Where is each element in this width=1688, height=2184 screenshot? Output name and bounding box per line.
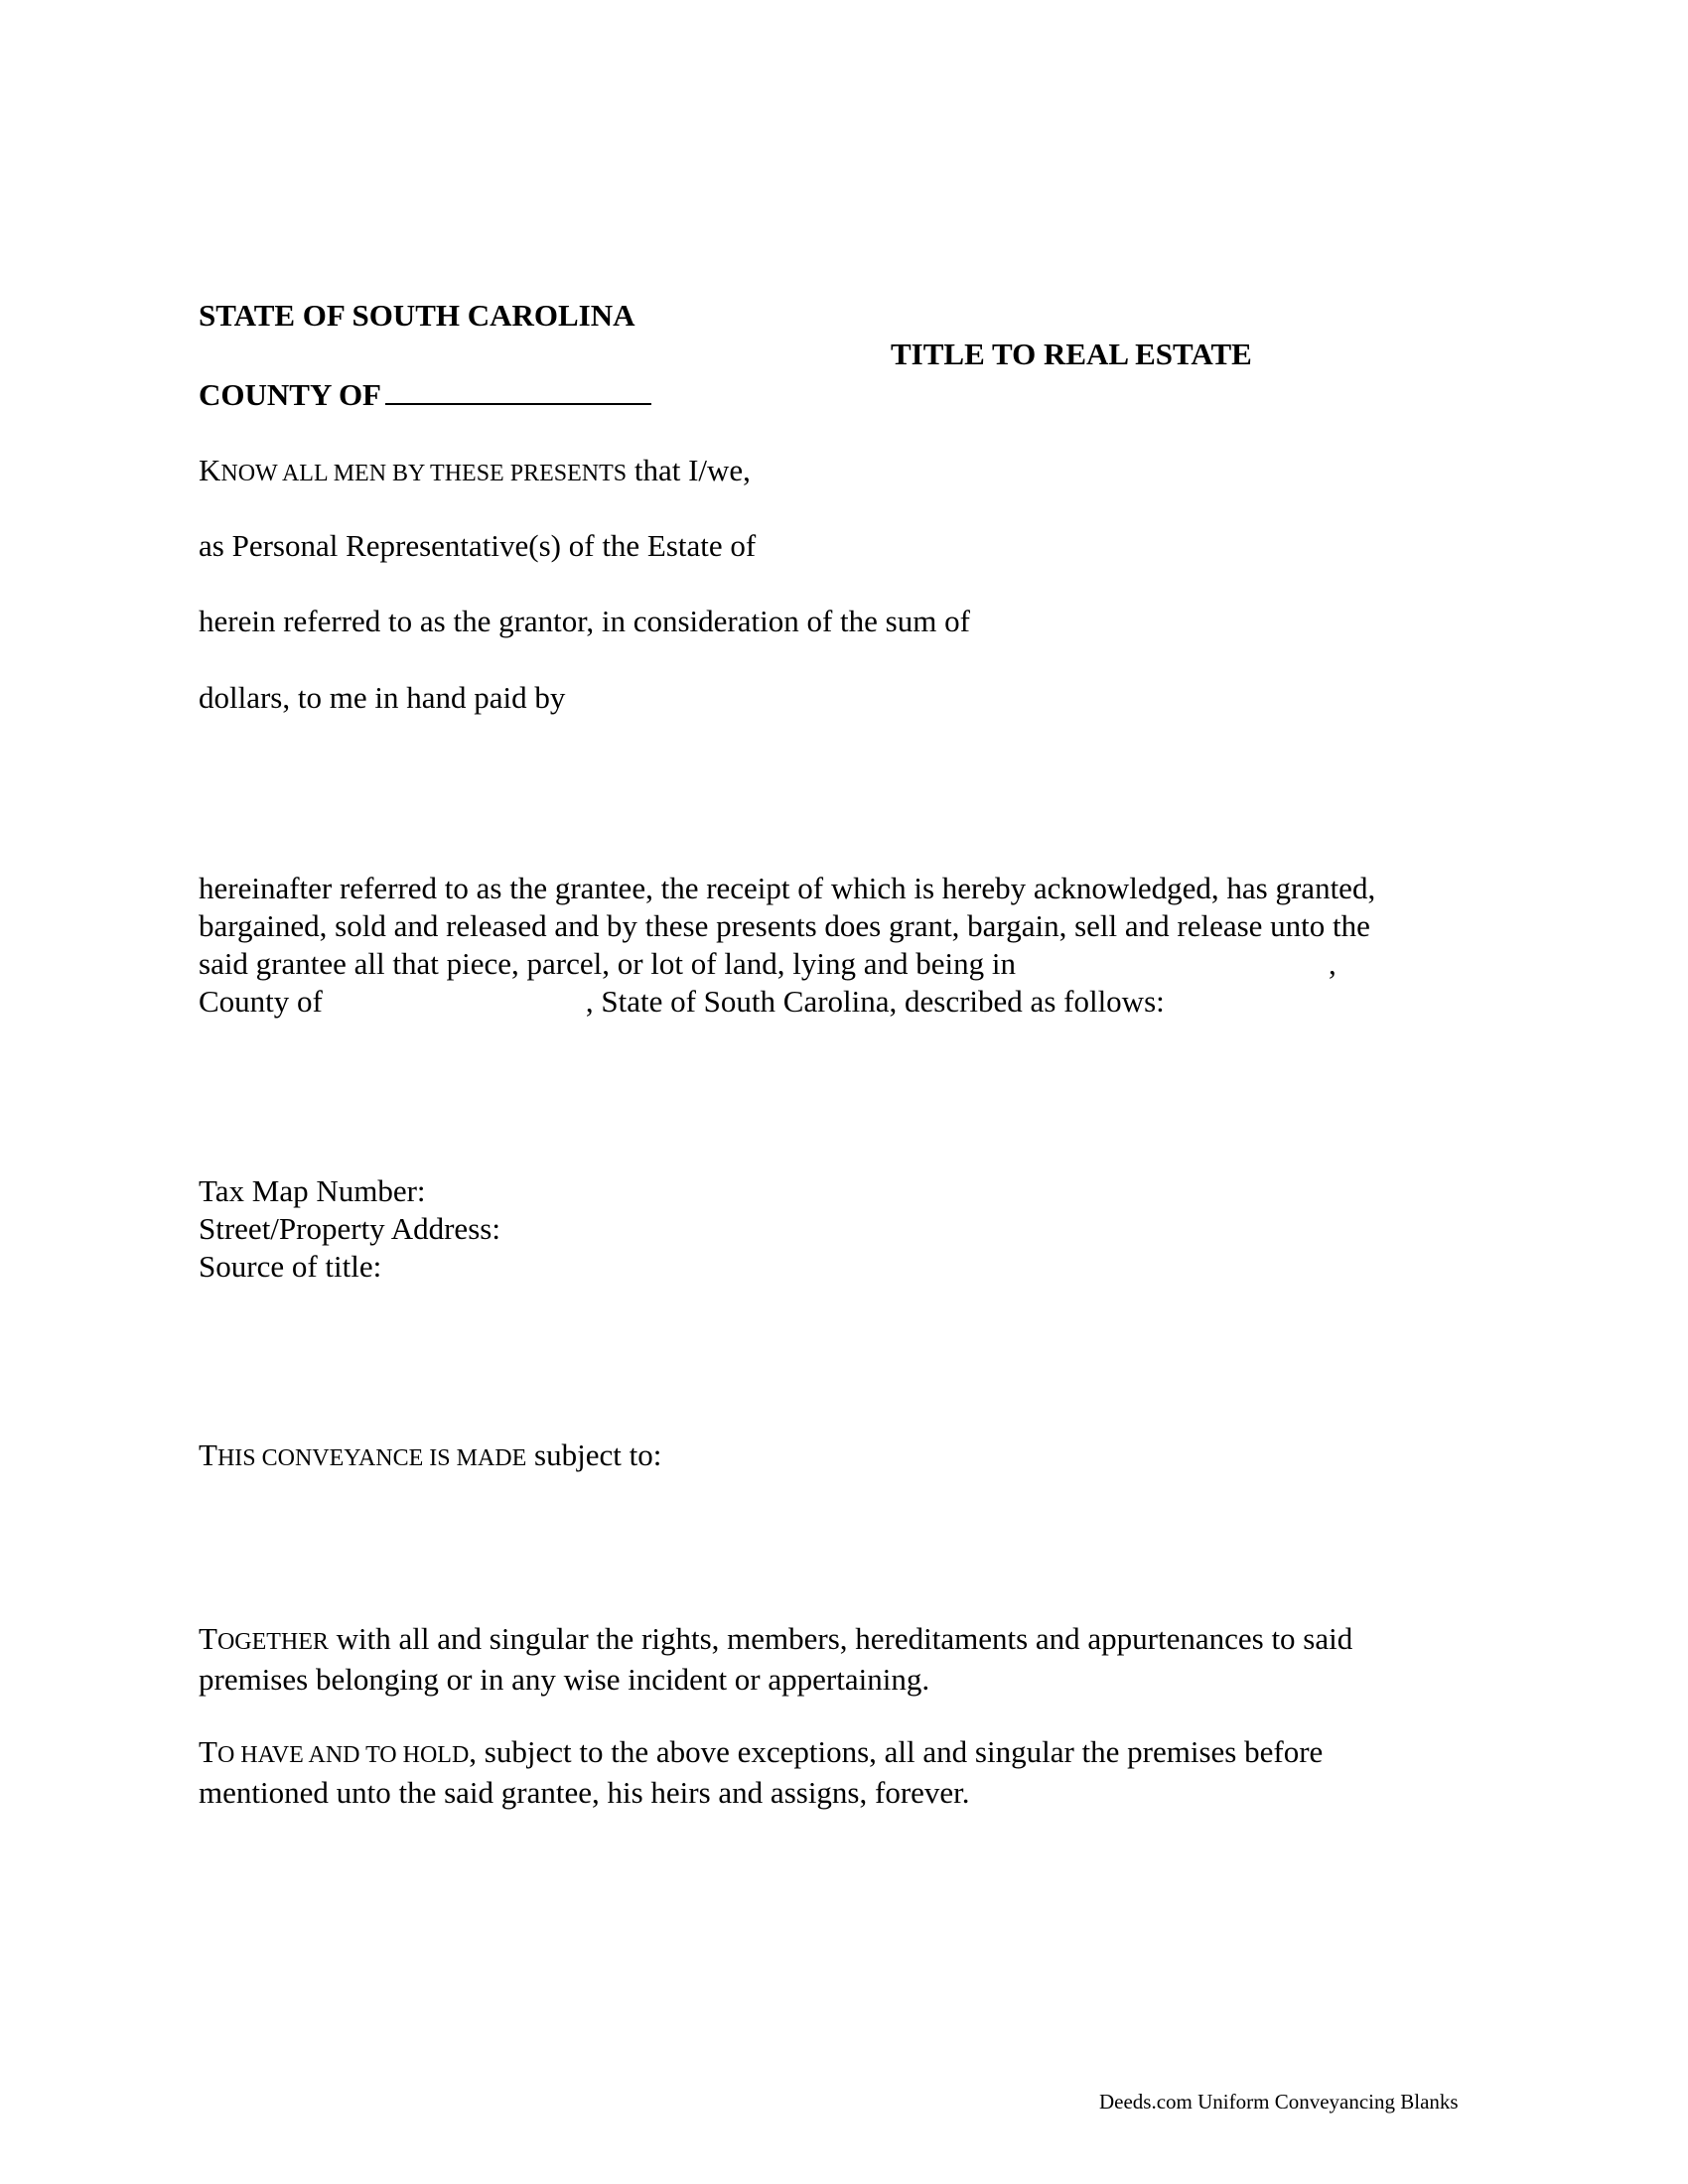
- together-line-2: premises belonging or in any wise incident or appertaining.: [199, 1662, 930, 1697]
- county-heading: [199, 377, 651, 410]
- intro-initial: K: [199, 453, 221, 487]
- source-of-title-label: Source of title:: [199, 1249, 382, 1284]
- property-info: [199, 1172, 500, 1286]
- grant-line-3-comma: ,: [1328, 946, 1336, 981]
- habendum-line-1-tail: , subject to the above exceptions, all and singular the premises before: [469, 1734, 1324, 1769]
- county-label: COUNTY OF: [199, 377, 381, 412]
- together-smallcaps: OGETHER: [216, 1629, 329, 1655]
- habendum-initial: T: [199, 1734, 217, 1769]
- footer-text: Deeds.com Uniform Conveyancing Blanks: [1099, 2090, 1459, 2114]
- grant-line-3: [199, 945, 1375, 983]
- habendum-smallcaps: O HAVE AND TO HOLD: [216, 1742, 470, 1768]
- grant-line-4-end: , State of South Carolina, described as follows:: [585, 984, 1165, 1019]
- grant-paragraph: [199, 870, 1375, 1021]
- grant-line-1: hereinafter referred to as the grantee, the receipt of which is hereby acknowledged, has granted,: [199, 871, 1376, 905]
- property-address-label: Street/Property Address:: [199, 1211, 500, 1246]
- grantor-line: herein referred to as the grantor, in consideration of the sum of: [199, 604, 970, 638]
- tax-map-label: Tax Map Number:: [199, 1173, 426, 1208]
- grant-line-4-start: County of: [199, 984, 323, 1019]
- habendum-line-1: [199, 1733, 1323, 1774]
- grant-line-2: bargained, sold and released and by these presents does grant, bargain, sell and release unto the: [199, 908, 1370, 943]
- grant-line-4: [199, 983, 1375, 1021]
- conveyance-tail: subject to:: [526, 1437, 662, 1472]
- conveyance-line: [199, 1439, 661, 1470]
- state-heading: STATE OF SOUTH CAROLINA: [199, 298, 635, 333]
- document-title: TITLE TO REAL ESTATE: [891, 337, 1252, 371]
- county-blank-line: [385, 377, 651, 405]
- grant-line-3-text: said grantee all that piece, parcel, or lot of land, lying and being in: [199, 946, 1016, 981]
- intro-line: [199, 455, 751, 485]
- conveyance-initial: T: [199, 1437, 217, 1472]
- dollars-line: dollars, to me in hand paid by: [199, 680, 566, 715]
- habendum-line-2: mentioned unto the said grantee, his heirs and assigns, forever.: [199, 1775, 970, 1810]
- together-line-1: [199, 1620, 1352, 1661]
- together-initial: T: [199, 1621, 217, 1656]
- personal-rep-line: as Personal Representative(s) of the Estate of: [199, 528, 757, 563]
- intro-tail: that I/we,: [627, 453, 751, 487]
- intro-smallcaps: NOW ALL MEN BY THESE PRESENTS: [220, 461, 628, 486]
- together-paragraph: [199, 1620, 1352, 1699]
- habendum-paragraph: [199, 1733, 1323, 1812]
- together-line-1-tail: with all and singular the rights, members, hereditaments and appurtenances to said: [328, 1621, 1353, 1656]
- conveyance-smallcaps: HIS CONVEYANCE IS MADE: [216, 1445, 527, 1471]
